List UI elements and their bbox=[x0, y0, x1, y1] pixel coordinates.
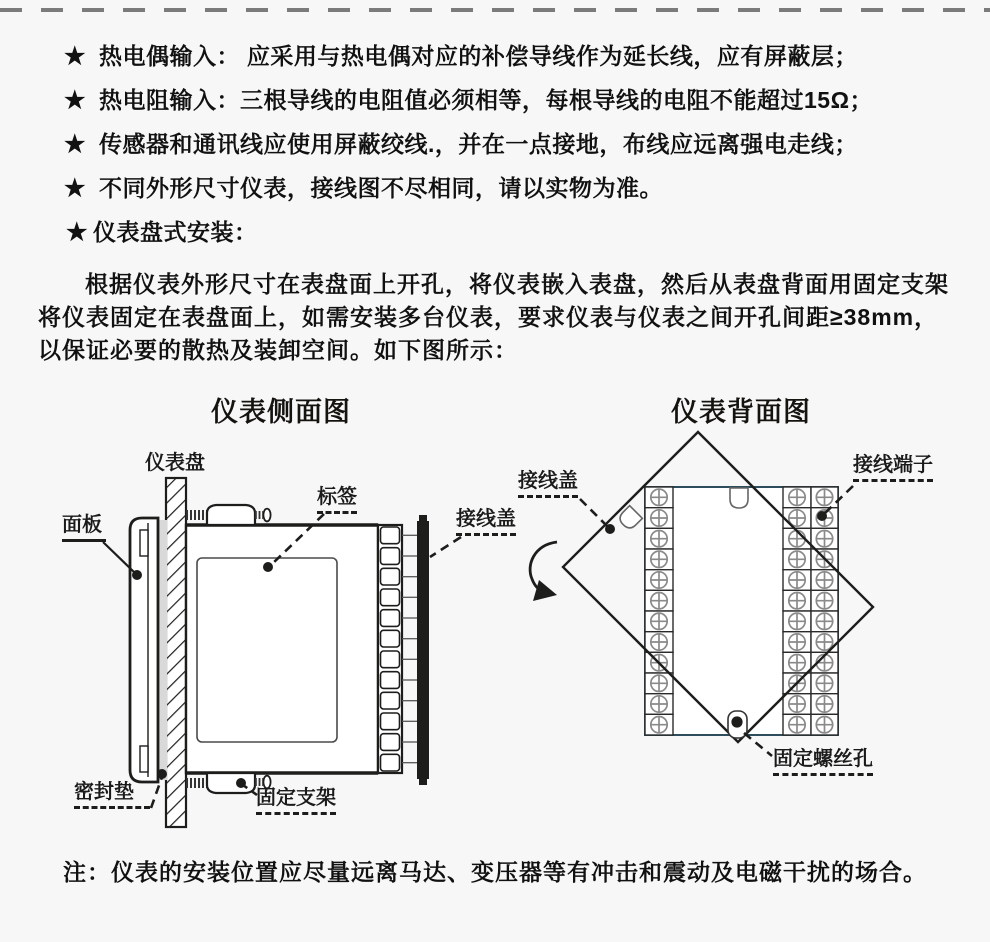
paragraph-line: 将仪表固定在表盘面上，如需安装多台仪表，要求仪表与仪表之间开孔间距≥38mm， bbox=[38, 304, 939, 330]
tag-plate bbox=[197, 558, 337, 742]
wiring-cover-bar bbox=[417, 515, 429, 785]
label-tag: 标签 bbox=[317, 486, 357, 514]
star-icon: ★ bbox=[64, 87, 87, 114]
side-view-diagram bbox=[103, 478, 461, 827]
rotation-arrow-icon bbox=[530, 542, 557, 601]
side-view-title: 仪表侧面图 bbox=[211, 397, 351, 427]
bullet-text: 热电阻输入：三根导线的电阻值必须相等，每根导线的电阻不能超过15Ω； bbox=[99, 87, 874, 113]
bullet-text: 热电偶输入： 应采用与热电偶对应的补偿导线作为延长线，应有屏蔽层； bbox=[99, 43, 858, 69]
label-side-wiring-cover: 接线盖 bbox=[456, 508, 516, 536]
label-terminals: 接线端子 bbox=[853, 454, 933, 482]
bullet-text: 不同外形尺寸仪表，接线图不尽相同，请以实物为准。 bbox=[99, 175, 664, 201]
label-panel-board: 仪表盘 bbox=[145, 452, 205, 474]
back-view-diagram bbox=[530, 432, 873, 756]
top-fixing-bracket bbox=[186, 505, 271, 525]
paragraph-line: 根据仪表外形尺寸在表盘面上开孔，将仪表嵌入表盘，然后从表盘背面用固定支架 bbox=[85, 271, 949, 297]
bullet-text: 仪表盘式安装： bbox=[93, 219, 258, 245]
label-screw-hole: 固定螺丝孔 bbox=[773, 748, 873, 776]
bullet-text: 传感器和通讯线应使用屏蔽绞线.，并在一点接地，布线应远离强电走线； bbox=[99, 131, 858, 157]
star-icon: ★ bbox=[64, 131, 87, 158]
install-note: 注：仪表的安装位置应尽量远离马达、变压器等有冲击和震动及电磁干扰的场合。 bbox=[63, 859, 927, 885]
back-view-title: 仪表背面图 bbox=[671, 397, 811, 427]
front-bezel bbox=[130, 518, 158, 782]
paragraph-line: 以保证必要的散热及装卸空间。如下图所示： bbox=[38, 337, 518, 363]
label-front-panel: 面板 bbox=[62, 514, 106, 542]
label-back-wiring-cover: 接线盖 bbox=[518, 470, 578, 498]
star-icon: ★ bbox=[66, 219, 89, 246]
top-notch bbox=[730, 488, 748, 508]
star-icon: ★ bbox=[64, 43, 87, 70]
panel-board-bar bbox=[166, 478, 186, 827]
star-icon: ★ bbox=[64, 175, 87, 202]
label-bracket: 固定支架 bbox=[256, 787, 336, 815]
label-gasket: 密封垫 bbox=[74, 781, 150, 809]
